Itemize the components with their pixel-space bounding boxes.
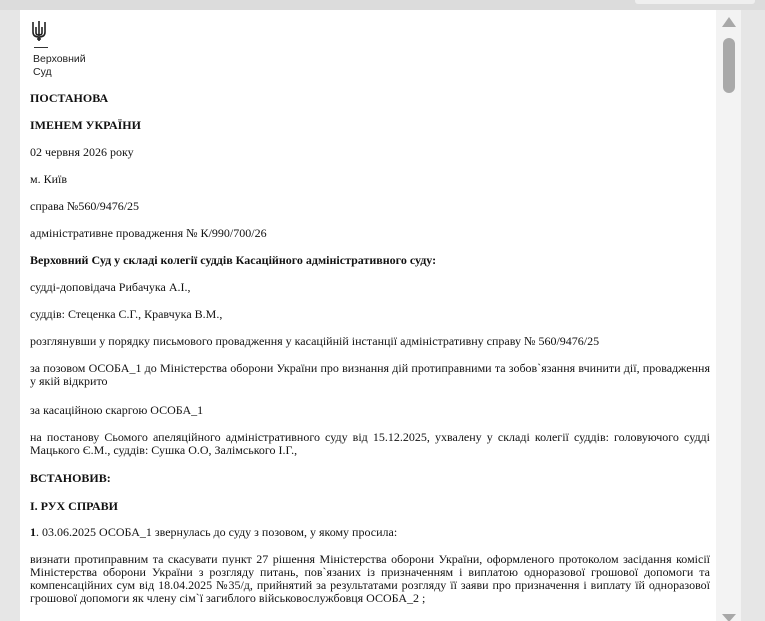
logo-divider: [34, 47, 48, 48]
doc-judges: суддів: Стеценка С.Г., Кравчука В.М.,: [30, 307, 223, 321]
paragraph-1-text: . 03.06.2025 ОСОБА_1 звернулась до суду з позовом, у якому просила:: [36, 525, 398, 539]
document-page: [20, 10, 716, 621]
top-tab: [635, 0, 755, 4]
scrollbar-thumb[interactable]: [723, 38, 735, 93]
logo-line2: Суд: [33, 66, 52, 78]
doc-date: 02 червня 2026 року: [30, 145, 134, 159]
doc-court: Верховний Суд у складі колегії суддів Касаційного адміністративного суду:: [30, 253, 437, 267]
paragraph-1-number: 1: [30, 525, 36, 539]
document-viewer: [20, 10, 741, 621]
doc-paragraph-1: [30, 526, 397, 539]
doc-claim: за позовом ОСОБА_1 до Міністерства оборони України про визнання дій протиправними та зобов`язання вчинити дії, провадження у якій відкрито: [30, 361, 710, 388]
window-top-strip: [0, 0, 765, 10]
doc-case-number: справа №560/9476/25: [30, 199, 140, 213]
doc-proceeding: адміністративне провадження № К/990/700/26: [30, 226, 267, 240]
vertical-scrollbar[interactable]: [719, 10, 739, 621]
doc-complaint: за касаційною скаргою ОСОБА_1: [30, 403, 204, 417]
doc-considered: розглянувши у порядку письмового провадження у касаційній інстанції адміністративну справу № 560/9476/25: [30, 334, 600, 348]
supreme-court-logo: [26, 20, 96, 80]
doc-established: ВСТАНОВИВ:: [30, 471, 111, 485]
doc-section-1: I. РУХ СПРАВИ: [30, 499, 118, 513]
doc-rapporteur: судді-доповідача Рибачука А.І.,: [30, 280, 191, 294]
doc-heading: ПОСТАНОВА: [30, 91, 109, 105]
logo-line1: Верховний: [33, 53, 86, 65]
logo-text: [33, 53, 86, 79]
scroll-up-icon[interactable]: [722, 17, 736, 27]
doc-appeal: на постанову Сьомого апеляційного адміністративного суду від 15.12.2025, ухвалену у складі колегії суддів: головуючого судді Мацького Є.М., суддів: Сушка О.О, Залімського І.Г.,: [30, 430, 710, 457]
trident-icon: [31, 20, 47, 42]
doc-city: м. Київ: [30, 172, 68, 186]
doc-paragraph-2: визнати протиправним та скасувати пункт 27 рішення Міністерства оборони України, оформленого протоколом засідання комісії Міністерства оборони України з розгляду питань, пов`язаних із призначенням і виплатою одноразової грошової допомоги та компенсаційних сум від 18.04.2025 №35/д, прийнятий за результатами розгляду її заяви про призначення і виплату їй одноразової грошової допомоги як члену сім`ї загиблого військовослужбовця ОСОБА_2 ;: [30, 552, 710, 605]
scroll-down-icon[interactable]: [722, 614, 736, 621]
doc-subheading: ІМЕНЕМ УКРАЇНИ: [30, 118, 141, 132]
